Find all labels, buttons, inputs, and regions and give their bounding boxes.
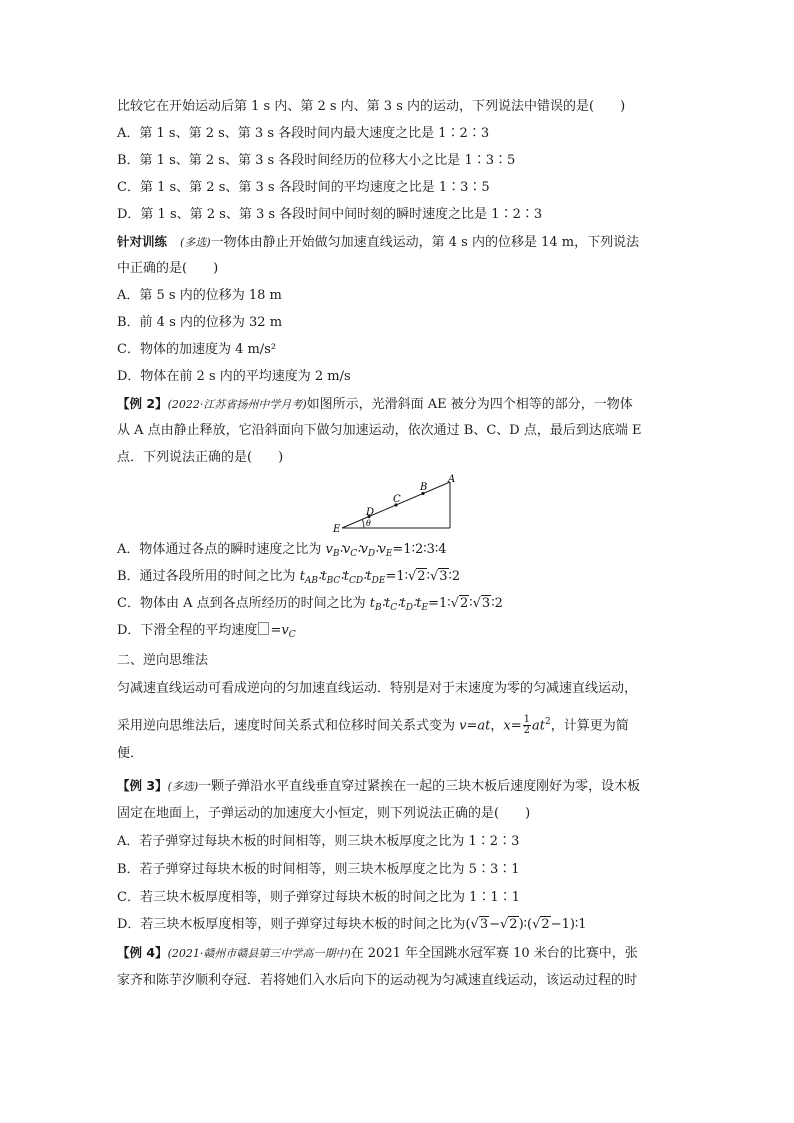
q2-option-a: A．第 5 s 内的位移为 18 m	[117, 288, 282, 303]
q2-stem-line2: 中正确的是( )	[117, 261, 219, 276]
ex4-stem-text1: 在 2021 年全国跳水冠军赛 10 米台的比赛中，张	[350, 946, 638, 961]
ex2-option-b-text: B．通过各段所用的时间之比为	[117, 569, 300, 584]
label-b: B	[420, 482, 428, 493]
example-3-tag: 【例 3】	[117, 778, 168, 793]
ex2-option-d-text: D．下滑全程的平均速度	[117, 623, 258, 638]
example-2-tag: 【例 2】	[117, 396, 168, 411]
q2-option-b: B．前 4 s 内的位移为 32 m	[117, 315, 283, 330]
ex3-stem-line2: 固定在地面上，子弹运动的加速度大小恒定，则下列说法正确的是( )	[117, 806, 531, 821]
ex2-option-a: A．物体通过各点的瞬时速度之比为 $v_B∶v_C∶v_D∶v_E=1∶2∶3∶4$	[117, 542, 447, 559]
section-2-para-line1: 匀减速直线运动可看成逆向的匀加速直线运动．特别是对于末速度为零的匀减速直线运动，	[117, 681, 638, 696]
section-2-para-line2-text: 采用逆向思维法后，速度时间关系式和位移时间关系式变为	[117, 718, 460, 734]
label-e: E	[333, 524, 341, 534]
ex3-multi-tag: (多选)	[167, 780, 199, 793]
ex2-option-b: B．通过各段所用的时间之比为 $t_{AB}∶t_{BC}∶t_{CD}∶t_{DE}=1∶√2∶√3∶2$	[117, 569, 461, 586]
ex3-stem-text1: 一颗子弹沿水平直线垂直穿过紧挨在一起的三块木板后速度刚好为零，设木板	[198, 779, 641, 794]
ex2-option-a-math: $v_B∶v_C∶v_D∶v_E$	[325, 542, 393, 559]
section-2-para-line2-end: ，计算更为简	[550, 718, 629, 734]
ex2-option-c-math: $t_B∶t_C∶t_D∶t_E$	[369, 596, 429, 613]
q1-option-a: A．第 1 s、第 2 s、第 3 s 各段时间内最大速度之比是 1∶2∶3	[117, 126, 490, 141]
q1-stem: 比较它在开始运动后第 1 s 内、第 2 s 内、第 3 s 内的运动，下列说法中错误的是( )	[117, 99, 626, 114]
section-2-heading: 二、逆向思维法	[117, 653, 209, 668]
ex3-option-b: B．若子弹穿过每块木板的时间相等，则三块木板厚度之比为 5∶3∶1	[117, 862, 520, 877]
label-c: C	[393, 494, 401, 505]
ex2-option-b-math: $t_{AB}∶t_{BC}∶t_{CD}∶t_{DE}$	[299, 569, 386, 586]
q1-option-d: D．第 1 s、第 2 s、第 3 s 各段时间中间时刻的瞬时速度之比是 1∶2∶3	[117, 207, 543, 222]
q1-option-c: C．第 1 s、第 2 s、第 3 s 各段时间的平均速度之比是 1∶3∶5	[117, 180, 490, 195]
ex4-stem-line1	[117, 944, 638, 963]
ex2-stem-line1	[117, 395, 633, 414]
ex3-option-c: C．若三块木板厚度相等，则子弹穿过每块木板的时间之比为 1∶1∶1	[117, 890, 520, 905]
ex2-option-c: C．物体由 A 点到各点所经历的时间之比为 $t_B∶t_C∶t_D∶t_E=1∶√2∶√3∶2$	[117, 596, 503, 613]
ex2-source: (2022·江苏省扬州中学月考)	[167, 398, 307, 411]
q2-stem-line1	[117, 233, 639, 252]
q2-option-c: C．物体的加速度为 4 m/s²	[117, 342, 277, 357]
incline-figure	[330, 472, 470, 534]
label-a: A	[448, 474, 456, 485]
section-2-para-line2: 采用逆向思维法后，速度时间关系式和位移时间关系式变为 v=at，x= $\frac{1}{2}$ $at^2$，计算更为简	[117, 714, 629, 737]
practice-tag: 针对训练	[117, 234, 168, 249]
ex4-stem-line2: 家齐和陈芋汐顺利夺冠．若将她们入水后向下的运动视为匀减速直线运动，该运动过程的时	[117, 973, 638, 988]
q1-option-b: B．第 1 s、第 2 s、第 3 s 各段时间经历的位移大小之比是 1∶3∶5	[117, 153, 516, 168]
multi-choice-tag: (多选)	[180, 236, 211, 249]
formula-v-at: v	[459, 718, 467, 734]
example-4-tag: 【例 4】	[117, 945, 168, 960]
ex2-option-d-math: $=v_C$	[270, 623, 296, 640]
ex3-option-d-text: D．若三块木板厚度相等，则子弹穿过每块木板的时间之比为	[117, 917, 466, 932]
ex2-stem-text1: 如图所示，光滑斜面 AE 被分为四个相等的部分，一物体	[306, 397, 633, 412]
ex4-source: (2021·赣州市赣县第三中学高一期中)	[167, 947, 351, 960]
ex2-option-a-text: A．物体通过各点的瞬时速度之比为	[117, 542, 326, 557]
ex2-option-c-text: C．物体由 A 点到各点所经历的时间之比为	[117, 596, 370, 611]
missing-glyph-box	[258, 622, 269, 635]
label-d: D	[366, 507, 375, 518]
fraction-half: $\frac{1}{2}$	[523, 714, 531, 737]
ex3-stem-line1	[117, 777, 640, 796]
ex2-stem-line2: 从 A 点由静止释放，它沿斜面向下做匀加速运动，依次通过 B、C、D 点，最后到达底端 E	[117, 423, 642, 438]
ex2-option-d	[117, 622, 296, 644]
ex3-option-d: D．若三块木板厚度相等，则子弹穿过每块木板的时间之比为(√3−√2)∶(√2−1)∶1	[117, 917, 587, 932]
section-2-para-line3: 便．	[117, 746, 144, 761]
ex3-option-a: A．若子弹穿过每块木板的时间相等，则三块木板厚度之比为 1∶2∶3	[117, 834, 520, 849]
label-theta: θ	[366, 519, 371, 528]
q2-option-d: D．物体在前 2 s 内的平均速度为 2 m/s	[117, 369, 351, 384]
ex2-stem-line3: 点．下列说法正确的是( )	[117, 450, 284, 465]
q2-stem-text1: 一物体由静止开始做匀加速直线运动，第 4 s 内的位移是 14 m，下列说法	[210, 235, 640, 250]
